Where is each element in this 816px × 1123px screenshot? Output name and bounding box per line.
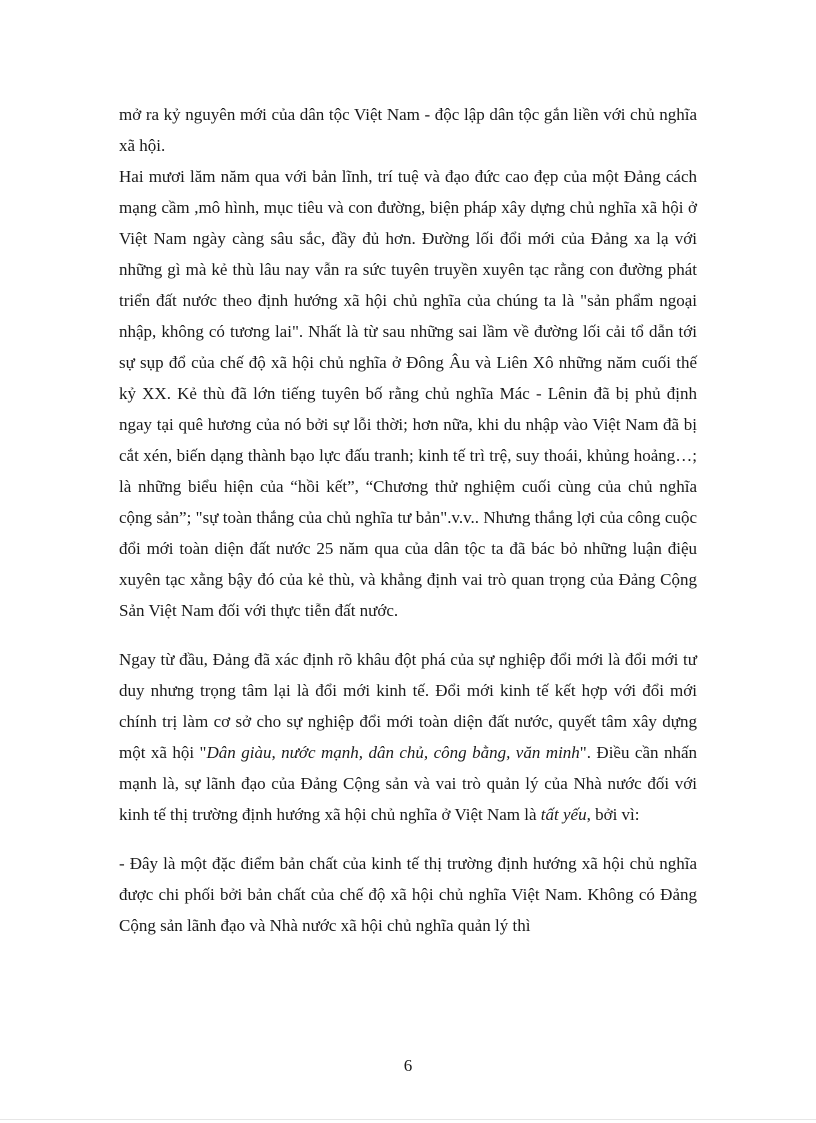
paragraph-1: mở ra kỷ nguyên mới của dân tộc Việt Nam - độc lập dân tộc gắn liền với chủ nghĩa xã hội.	[119, 105, 697, 155]
term-italic: tất yếu	[540, 805, 587, 824]
paragraph-3	[119, 644, 697, 830]
slogan-italic: Dân giàu, nước mạnh, dân chủ, công bằng, văn minh	[206, 743, 580, 762]
paragraph-3-text-a: Ngay từ đầu, Đảng đã xác định rõ khâu đột phá của sự nghiệp đổi mới là đổi mới tư duy nhưng trọng tâm lại là đổi mới kinh tế. Đổi mới kinh tế kết hợp với đổi mới chính trị làm cơ sở cho sự nghiệp đổi mới toàn diện đất nước, quyết tâm xây dựng một xã hội "	[119, 650, 697, 762]
page-bottom-divider	[0, 1119, 816, 1120]
paragraph-3-text-c: , bởi vì:	[586, 805, 640, 824]
page-body	[119, 99, 697, 941]
paragraph-3-text-b: ". Điều cần nhấn mạnh là, sự lãnh đạo của Đảng Cộng sản và vai trò quản lý của Nhà nước đối với kinh tế thị trường định hướng xã hội chủ nghĩa ở Việt Nam là	[119, 743, 697, 824]
paragraph-2: Hai mươi lăm năm qua với bản lĩnh, trí tuệ và đạo đức cao đẹp của một Đảng cách mạng cầm ,mô hình, mục tiêu và con đường, biện pháp xây dựng chủ nghĩa xã hội ở Việt Nam ngày càng sâu sắc, đầy đủ hơn. Đường lối đổi mới của Đảng xa lạ với những gì mà kẻ thù lâu nay vẫn ra sức tuyên truyền xuyên tạc rằng con đường phát triển đất nước theo định hướng xã hội chủ nghĩa của chúng ta là "sản phẩm ngoại nhập, không có tương lai". Nhất là từ sau những sai lầm về đường lối cải tổ dẫn tới sự sụp đổ của chế độ xã hội chủ nghĩa ở Đông Âu và Liên Xô những năm cuối thế kỷ XX. Kẻ thù đã lớn tiếng tuyên bố rằng chủ nghĩa Mác - Lênin đã bị phủ định ngay tại quê hương của nó bởi sự lỗi thời; hơn nữa, khi du nhập vào Việt Nam đã bị cắt xén, biến dạng thành bạo lực đấu tranh; kinh tế trì trệ, suy thoái, khủng hoảng…; là những biểu hiện của “hồi kết”, “Chương thử nghiệm cuối cùng của chủ nghĩa cộng sản”; "sự toàn thắng của chủ nghĩa tư bản".v.v.. Nhưng thắng lợi của công cuộc đổi mới toàn diện đất nước 25 năm qua của dân tộc ta đã bác bỏ những luận điệu xuyên tạc xằng bậy đó của kẻ thù, và khẳng định vai trò quan trọng của Đảng Cộng Sản Việt Nam đối với thực tiễn đất nước.	[119, 167, 697, 620]
paragraph-4: - Đây là một đặc điểm bản chất của kinh tế thị trường định hướng xã hội chủ nghĩa được chi phối bởi bản chất của chế độ xã hội chủ nghĩa Việt Nam. Không có Đảng Cộng sản lãnh đạo và Nhà nước xã hội chủ nghĩa quản lý thì	[119, 854, 697, 935]
page-number: 6	[403, 1056, 413, 1075]
